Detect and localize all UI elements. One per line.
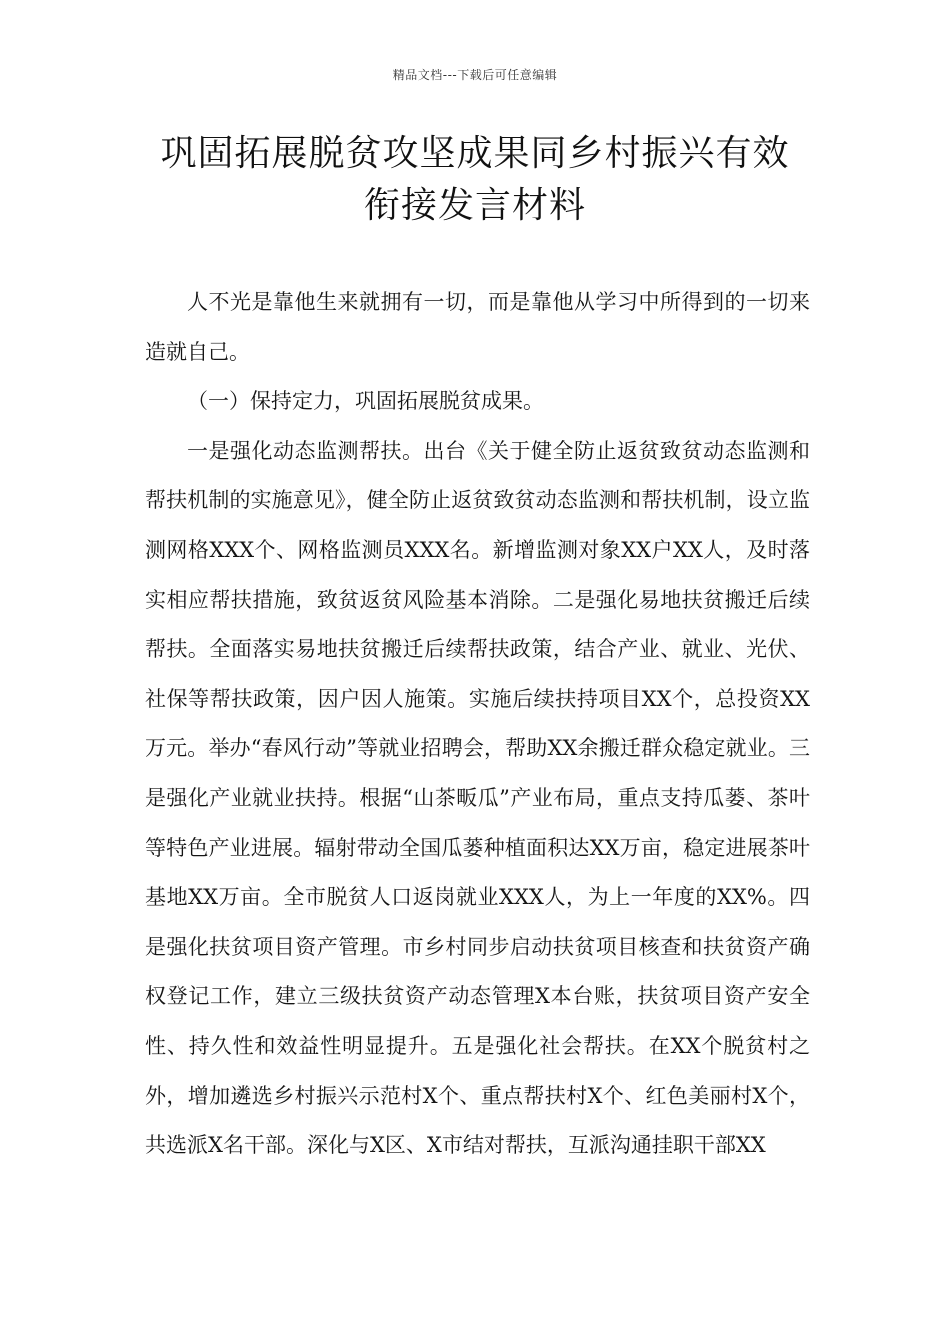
header-note: 精品文档---下载后可任意编辑 <box>392 68 558 82</box>
document-title <box>100 128 850 232</box>
title-line-1: 巩固拓展脱贫攻坚成果同乡村振兴有效 <box>160 133 790 174</box>
section-heading: （一）保持定力，巩固拓展脱贫成果。 <box>187 389 544 414</box>
paragraph-main: 一是强化动态监测帮扶。出台《关于健全防止返贫致贫动态监测和帮扶机制的实施意见》，健全防止返贫致贫动态监测和帮扶机制，设立监测网格XXX个、网格监测员XXX名。新增监测对象XX户XX人，及时落实相应帮扶措施，致贫返贫风险基本消除。二是强化易地扶贫搬迁后续帮扶。全面落实易地扶贫搬迁后续帮扶政策，结合产业、就业、光伏、社保等帮扶政策，因户因人施策。实施后续扶持项目XX个，总投资XX万元。举办“春风行动”等就业招聘会，帮助XX余搬迁群众稳定就业。三是强化产业就业扶持。根据“山茶畈瓜”产业布局，重点支持瓜蒌、茶叶等特色产业进展。辐射带动全国瓜蒌种植面积达XX万亩，稳定进展茶叶基地XX万亩。全市脱贫人口返岗就业XXX人，为上一年度的XX%。四是强化扶贫项目资产管理。市乡村同步启动扶贫项目核查和扶贫资产确权登记工作，建立三级扶贫资产动态管理X本台账，扶贫项目资产安全性、持久性和效益性明显提升。五是强化社会帮扶。在XX个脱贫村之外，增加遴选乡村振兴示范村X个、重点帮扶村X个、红色美丽村X个，共选派X名干部。深化与X区、X市结对帮扶，互派沟通挂职干部XX <box>145 438 810 1158</box>
document-body <box>145 278 810 1171</box>
title-line-2: 衔接发言材料 <box>363 185 586 226</box>
paragraph-intro: 人不光是靠他生来就拥有一切，而是靠他从学习中所得到的一切来造就自己。 <box>145 290 810 364</box>
